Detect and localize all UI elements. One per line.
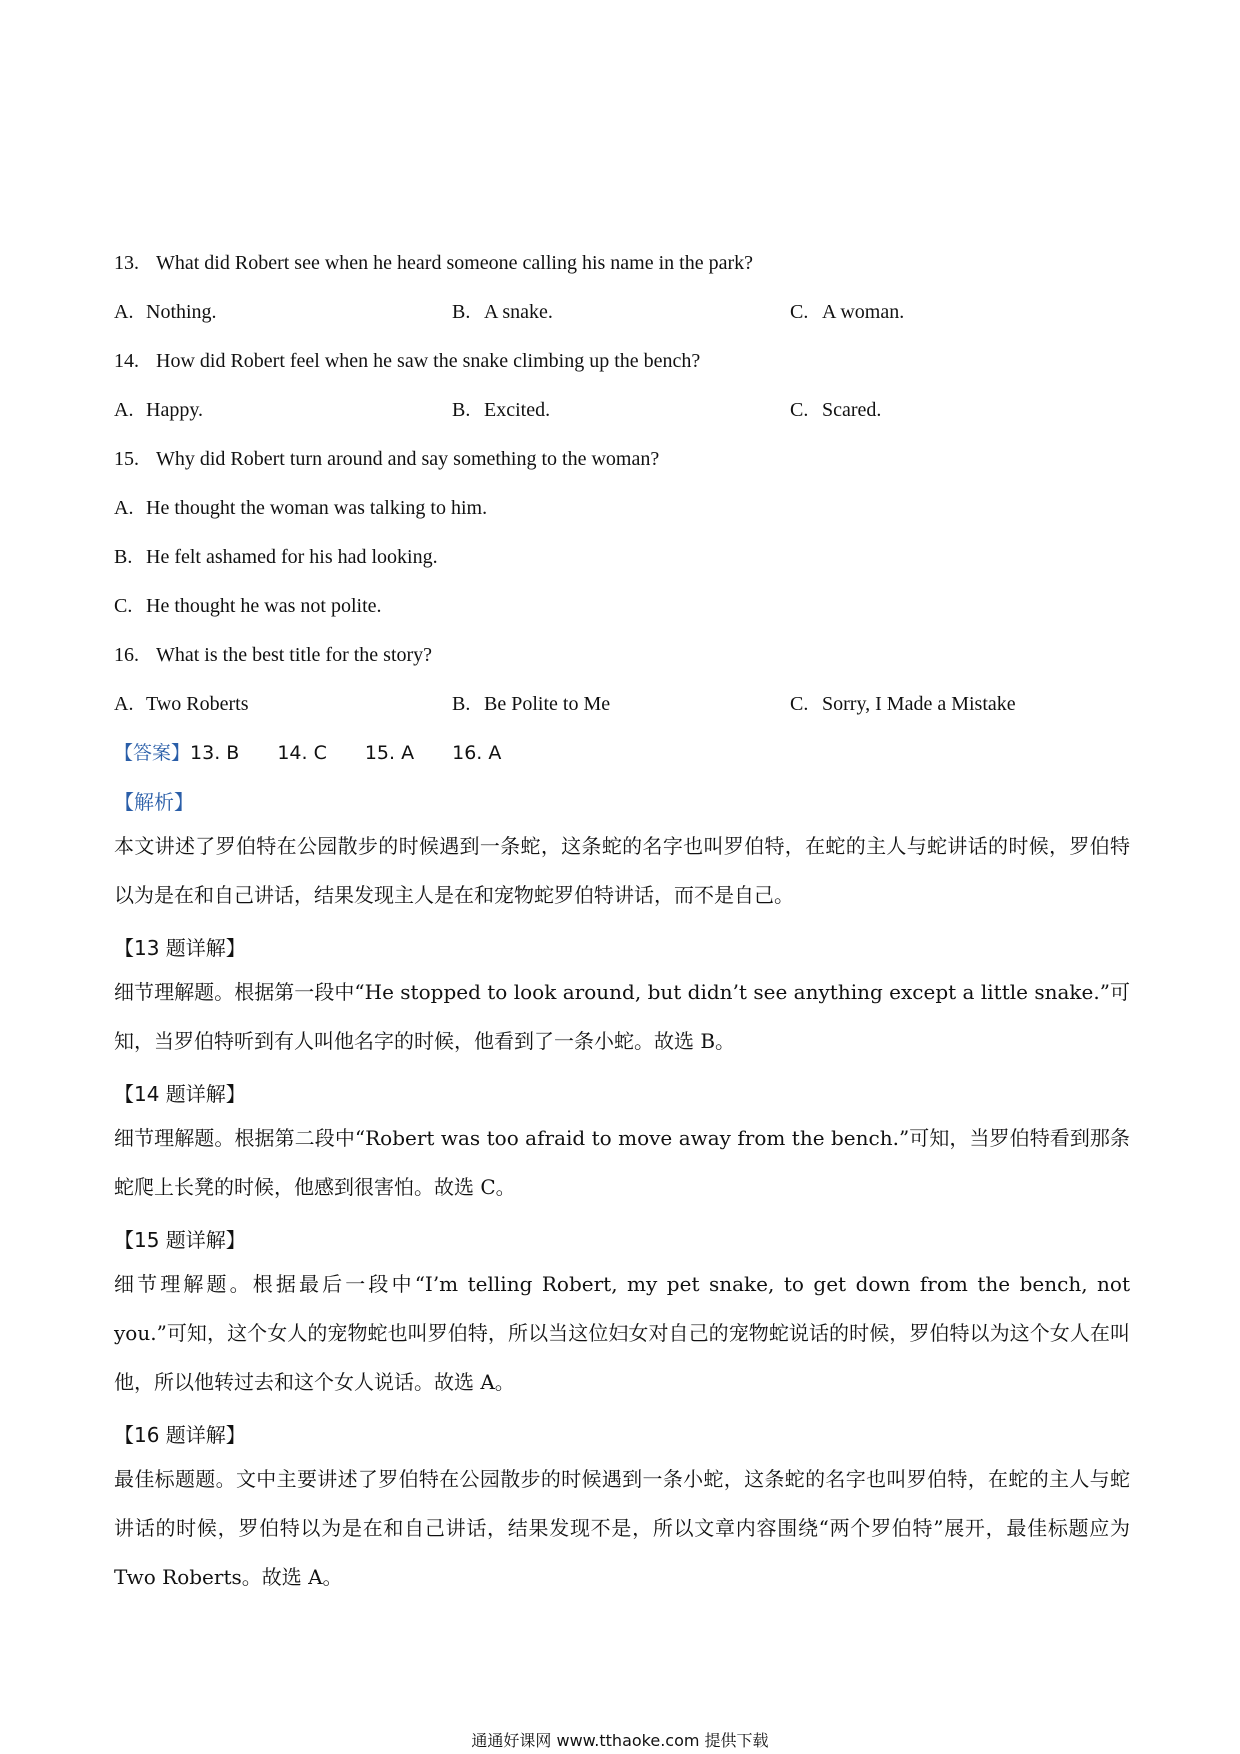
question-15	[114, 447, 659, 471]
answer-16: 16. A	[452, 742, 502, 764]
options-14	[114, 398, 1134, 422]
option-a: A. He thought the woman was talking to him.	[114, 497, 488, 519]
answer-line	[114, 741, 539, 765]
options-13	[114, 300, 1134, 324]
question-text: What is the best title for the story?	[156, 644, 433, 666]
question-number: 15.	[114, 448, 139, 470]
option-c: C. A woman.	[790, 301, 905, 323]
question-text: What did Robert see when he heard someone calling his name in the park?	[156, 252, 754, 274]
detail-13-text: 细节理解题。根据第一段中“He stopped to look around, but didn’t see anything except a little snake.”可知，当罗伯特听到有人叫他名字的时候，他看到了一条小蛇。故选 B。	[114, 980, 1130, 1053]
option-a: A. Two Roberts	[114, 693, 249, 715]
detail-14-text: 细节理解题。根据第二段中“Robert was too afraid to move away from the bench.”可知，当罗伯特看到那条蛇爬上长凳的时候，他感到很害怕。故选 C。	[114, 1126, 1130, 1199]
question-16	[114, 643, 432, 667]
detail-16-text: 最佳标题题。文中主要讲述了罗伯特在公园散步的时候遇到一条小蛇，这条蛇的名字也叫罗伯特，在蛇的主人与蛇讲话的时候，罗伯特以为是在和自己讲话，结果发现不是，所以文章内容围绕“两个罗伯特”展开，最佳标题应为 Two Roberts。故选 A。	[114, 1467, 1130, 1589]
question-number: 16.	[114, 644, 139, 666]
analysis-summary: 本文讲述了罗伯特在公园散步的时候遇到一条蛇，这条蛇的名字也叫罗伯特，在蛇的主人与蛇讲话的时候，罗伯特以为是在和自己讲话，结果发现主人是在和宠物蛇罗伯特讲话，而不是自己。	[114, 834, 1130, 907]
option-b: B. He felt ashamed for his had looking.	[114, 546, 438, 568]
question-text: Why did Robert turn around and say something to the woman?	[156, 448, 660, 470]
detail-13-heading: 【13 题详解】	[114, 936, 246, 960]
option-c: C. Sorry, I Made a Mistake	[790, 693, 1016, 715]
option-b: B. A snake.	[452, 301, 553, 323]
detail-16-heading: 【16 题详解】	[114, 1423, 246, 1447]
option-a: A. Nothing.	[114, 301, 217, 323]
answer-15: 15. A	[364, 742, 415, 764]
analysis-label: 【解析】	[114, 790, 194, 814]
answer-label: 【答案】	[114, 742, 191, 764]
answer-13: 13. B	[190, 742, 240, 764]
detail-14-heading: 【14 题详解】	[114, 1082, 246, 1106]
question-13	[114, 251, 753, 275]
option-c: C. Scared.	[790, 399, 882, 421]
option-b: B. Excited.	[452, 399, 551, 421]
option-a: A. Happy.	[114, 399, 204, 421]
question-number: 13.	[114, 252, 139, 274]
answer-14: 14. C	[277, 742, 327, 764]
options-16	[114, 692, 1134, 716]
question-number: 14.	[114, 350, 139, 372]
question-text: How did Robert feel when he saw the snake climbing up the bench?	[156, 350, 701, 372]
detail-15-text: 细节理解题。根据最后一段中“I’m telling Robert, my pet snake, to get down from the bench, not you.”可知，这个女人的宠物蛇也叫罗伯特，所以当这位妇女对自己的宠物蛇说话的时候，罗伯特以为这个女人在叫他，所以他转过去和这个女人说话。故选 A。	[114, 1272, 1130, 1394]
question-14	[114, 349, 700, 373]
option-c: C. He thought he was not polite.	[114, 595, 382, 617]
detail-15-heading: 【15 题详解】	[114, 1228, 246, 1252]
page-footer: 通通好课网 www.tthaoke.com 提供下载	[471, 1731, 769, 1750]
option-b: B. Be Polite to Me	[452, 693, 611, 715]
